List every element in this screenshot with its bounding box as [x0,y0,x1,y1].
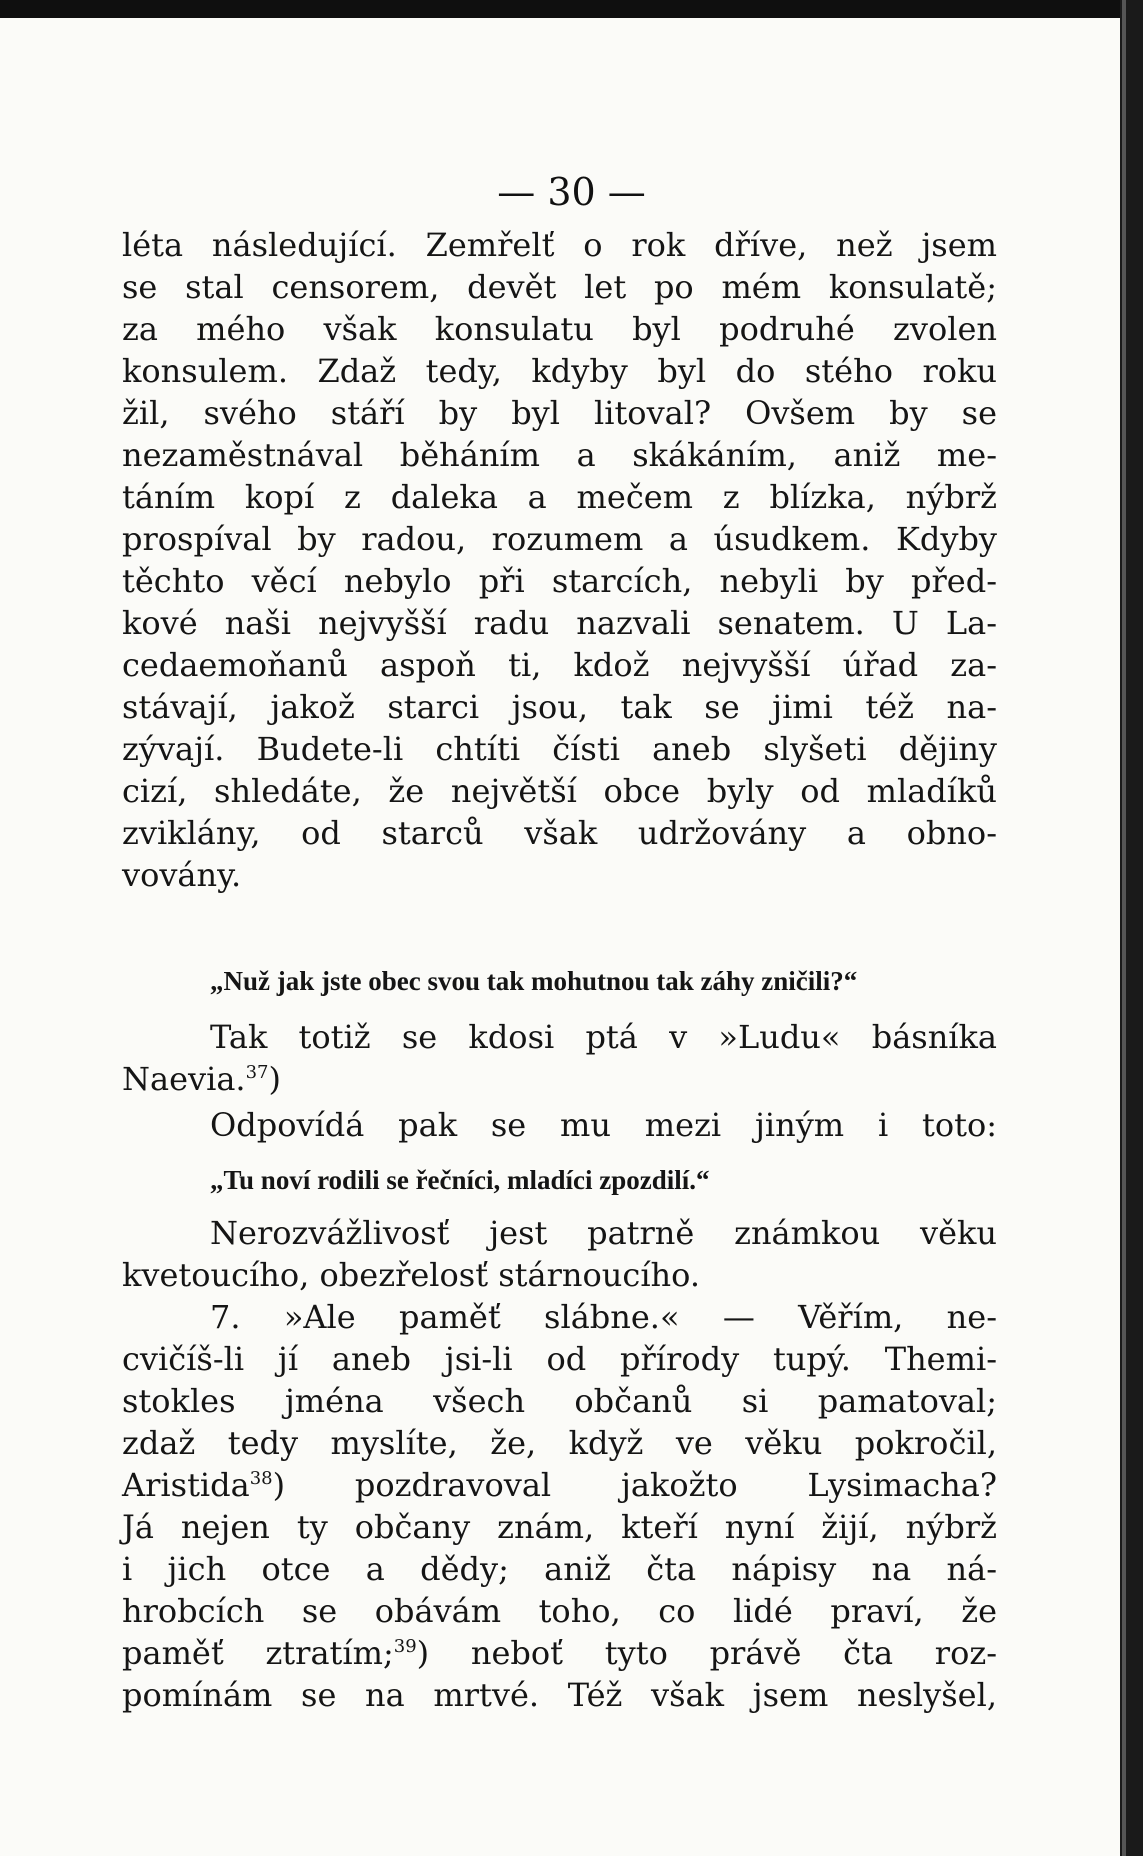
text-line: Naevia.$^{37}$) [122,1060,281,1098]
text-line: se stal censorem, devět let po mém konsulatě; [122,268,997,306]
text-line: nezaměstnával běháním a skákáním, aniž me- [122,436,997,474]
quote-text: „Tu noví rodili se řečníci, mladíci zpozdilí.“ [210,1165,710,1195]
footnote-mark: 39 [393,1636,417,1657]
page-number: — 30 — [497,170,646,214]
text-line: cizí, shledáte, že největší obce byly od mladíků [122,772,997,810]
text-line: vovány. [122,856,242,894]
paragraph-1 [122,224,997,896]
text-fragment: Naevia. [122,1060,246,1098]
text-line: táním kopí z daleka a mečem z blízka, nýbrž [122,478,997,516]
quote-2 [122,1162,997,1198]
text-line: stokles jména všech občanů si pamatoval; [122,1382,997,1420]
text-line: žil, svého stáří by byl litoval? Ovšem by se [122,394,997,432]
text-line: hrobcích se obávám toho, co lidé praví, že [122,1592,997,1630]
text-fragment: ) pozdravoval jakožto Lysimacha? [272,1466,997,1504]
footnote-mark: 37 [245,1062,269,1083]
text-line: Já nejen ty občany znám, kteří nyní žijí, nýbrž [122,1508,997,1546]
text-line: kvetoucího, obezřelosť stárnoucího. [122,1256,701,1294]
paragraph-3 [122,1104,997,1146]
text-line: stávají, jakož starci jsou, tak se jimi též na- [122,688,997,726]
text-fragment: paměť ztratím; [122,1634,394,1672]
paragraph-5 [122,1296,997,1716]
paragraph-2 [122,1016,997,1100]
text-line: zviklány, od starců však udržovány a obno- [122,814,997,852]
text-fragment: ) neboť tyto právě čta roz- [416,1634,997,1672]
text-line: cedaemoňanů aspoň ti, kdož nejvyšší úřad za- [122,646,997,684]
text-line: za mého však konsulatu byl podruhé zvolen [122,310,997,348]
text-line: těchto věcí nebylo při starcích, nebyli by před- [122,562,997,600]
text-line: Nerozvážlivosť jest patrně známkou věku [210,1214,997,1252]
paragraph-4 [122,1212,997,1296]
scan-right-edge [1120,0,1143,1856]
quote-1 [122,963,997,999]
text-line [122,1464,997,1506]
footnote-mark: 38 [249,1468,273,1489]
text-line [122,1632,997,1674]
text-line: i jich otce a dědy; aniž čta nápisy na ná- [122,1550,997,1588]
text-line: kové naši nejvyšší radu nazvali senatem. U La- [122,604,997,642]
text-line: konsulem. Zdaž tedy, kdyby byl do stého roku [122,352,997,390]
quote-text: „Nuž jak jste obec svou tak mohutnou tak záhy zničili?“ [210,966,858,996]
text-line: Odpovídá pak se mu mezi jiným i toto: [210,1106,997,1144]
text-line: zývají. Budete-li chtíti čísti aneb slyšeti dějiny [122,730,997,768]
text-fragment: Aristida [122,1466,250,1504]
text-line: léta následující. Zemřelť o rok dříve, než jsem [122,226,997,264]
text-line: zdaž tedy myslíte, že, když ve věku pokročil, [122,1424,997,1462]
text-line: prospíval by radou, rozumem a úsudkem. Kdyby [122,520,997,558]
scan-top-edge [0,0,1120,18]
text-line: 7. »Ale paměť slábne.« — Věřím, ne- [210,1298,997,1336]
text-line: pomínám se na mrtvé. Též však jsem neslyšel, [122,1676,997,1714]
text-line: cvičíš-li jí aneb jsi-li od přírody tupý. Themi- [122,1340,997,1378]
text-line: Tak totiž se kdosi ptá v »Ludu« básníka [210,1018,997,1056]
